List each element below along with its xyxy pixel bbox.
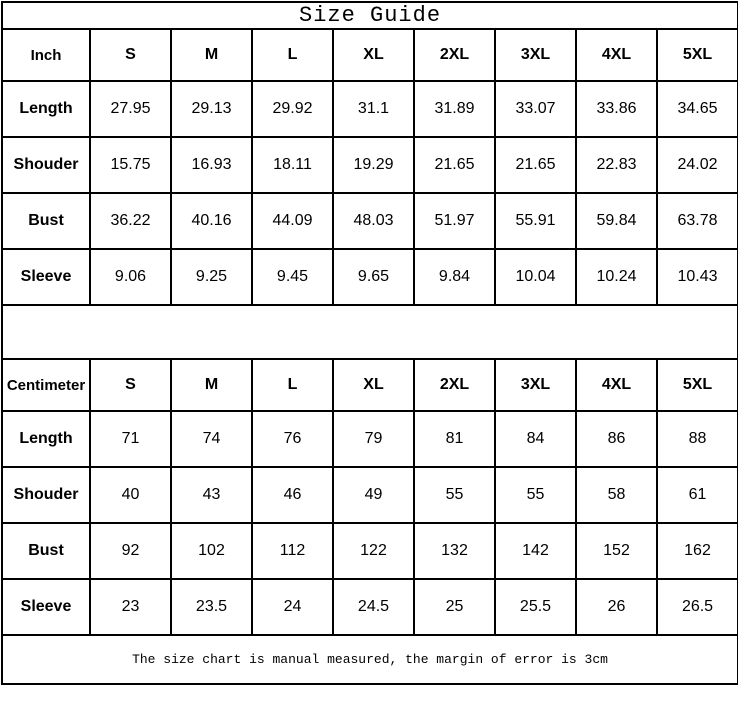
centimeter-header-row	[2, 359, 738, 411]
size-column-header-5xl: 5XL	[657, 29, 738, 81]
spacer-cell	[2, 305, 738, 359]
measurement-value-cell: 9.65	[333, 249, 414, 305]
measurement-value-cell: 122	[333, 523, 414, 579]
size-column-header-5xl: 5XL	[657, 359, 738, 411]
measurement-value-cell: 34.65	[657, 81, 738, 137]
measurement-value-cell: 36.22	[90, 193, 171, 249]
measurement-value-cell: 9.25	[171, 249, 252, 305]
measurement-value-cell: 49	[333, 467, 414, 523]
measurement-value-cell: 92	[90, 523, 171, 579]
measurement-value-cell: 33.07	[495, 81, 576, 137]
measurement-row-label: Sleeve	[2, 579, 90, 635]
measurement-row-label: Sleeve	[2, 249, 90, 305]
measurement-value-cell: 33.86	[576, 81, 657, 137]
measurement-value-cell: 9.06	[90, 249, 171, 305]
measurement-value-cell: 59.84	[576, 193, 657, 249]
measurement-value-cell: 23	[90, 579, 171, 635]
measurement-value-cell: 152	[576, 523, 657, 579]
measurement-value-cell: 40	[90, 467, 171, 523]
inch-bust-row	[2, 193, 738, 249]
inch-shouder-row	[2, 137, 738, 193]
measurement-value-cell: 26	[576, 579, 657, 635]
measurement-value-cell: 48.03	[333, 193, 414, 249]
measurement-value-cell: 21.65	[414, 137, 495, 193]
measurement-row-label: Length	[2, 81, 90, 137]
measurement-value-cell: 74	[171, 411, 252, 467]
centimeter-shouder-row	[2, 467, 738, 523]
measurement-value-cell: 9.84	[414, 249, 495, 305]
measurement-value-cell: 61	[657, 467, 738, 523]
size-column-header-3xl: 3XL	[495, 29, 576, 81]
measurement-value-cell: 10.24	[576, 249, 657, 305]
measurement-value-cell: 10.04	[495, 249, 576, 305]
measurement-value-cell: 16.93	[171, 137, 252, 193]
measurement-value-cell: 21.65	[495, 137, 576, 193]
measurement-value-cell: 84	[495, 411, 576, 467]
measurement-value-cell: 46	[252, 467, 333, 523]
size-column-header-m: M	[171, 29, 252, 81]
measurement-value-cell: 24.02	[657, 137, 738, 193]
measurement-value-cell: 29.92	[252, 81, 333, 137]
measurement-value-cell: 162	[657, 523, 738, 579]
inch-header-row	[2, 29, 738, 81]
measurement-value-cell: 29.13	[171, 81, 252, 137]
measurement-value-cell: 19.29	[333, 137, 414, 193]
inch-length-row	[2, 81, 738, 137]
measurement-value-cell: 112	[252, 523, 333, 579]
measurement-value-cell: 40.16	[171, 193, 252, 249]
footer-note: The size chart is manual measured, the margin of error is 3cm	[2, 635, 738, 684]
size-guide-table	[1, 1, 738, 685]
size-column-header-4xl: 4XL	[576, 29, 657, 81]
measurement-row-label: Shouder	[2, 467, 90, 523]
measurement-value-cell: 55	[414, 467, 495, 523]
measurement-value-cell: 10.43	[657, 249, 738, 305]
measurement-value-cell: 55.91	[495, 193, 576, 249]
measurement-row-label: Bust	[2, 193, 90, 249]
title-row	[2, 2, 738, 29]
spacer-row	[2, 305, 738, 359]
centimeter-sleeve-row	[2, 579, 738, 635]
measurement-value-cell: 88	[657, 411, 738, 467]
measurement-value-cell: 76	[252, 411, 333, 467]
size-column-header-2xl: 2XL	[414, 29, 495, 81]
size-column-header-xl: XL	[333, 359, 414, 411]
centimeter-unit-header: Centimeter	[2, 359, 90, 411]
measurement-value-cell: 23.5	[171, 579, 252, 635]
size-column-header-m: M	[171, 359, 252, 411]
measurement-value-cell: 58	[576, 467, 657, 523]
measurement-value-cell: 44.09	[252, 193, 333, 249]
footer-row	[2, 635, 738, 684]
measurement-value-cell: 132	[414, 523, 495, 579]
centimeter-length-row	[2, 411, 738, 467]
measurement-value-cell: 24	[252, 579, 333, 635]
measurement-value-cell: 27.95	[90, 81, 171, 137]
measurement-value-cell: 25.5	[495, 579, 576, 635]
measurement-row-label: Length	[2, 411, 90, 467]
size-column-header-s: S	[90, 359, 171, 411]
measurement-value-cell: 22.83	[576, 137, 657, 193]
measurement-value-cell: 81	[414, 411, 495, 467]
measurement-value-cell: 24.5	[333, 579, 414, 635]
measurement-value-cell: 31.1	[333, 81, 414, 137]
measurement-value-cell: 15.75	[90, 137, 171, 193]
inch-unit-header: Inch	[2, 29, 90, 81]
size-column-header-2xl: 2XL	[414, 359, 495, 411]
measurement-row-label: Bust	[2, 523, 90, 579]
measurement-value-cell: 31.89	[414, 81, 495, 137]
measurement-value-cell: 18.11	[252, 137, 333, 193]
measurement-value-cell: 63.78	[657, 193, 738, 249]
measurement-value-cell: 25	[414, 579, 495, 635]
measurement-value-cell: 9.45	[252, 249, 333, 305]
measurement-value-cell: 86	[576, 411, 657, 467]
inch-sleeve-row	[2, 249, 738, 305]
size-column-header-l: L	[252, 359, 333, 411]
measurement-value-cell: 26.5	[657, 579, 738, 635]
measurement-value-cell: 102	[171, 523, 252, 579]
measurement-value-cell: 51.97	[414, 193, 495, 249]
size-column-header-xl: XL	[333, 29, 414, 81]
size-column-header-l: L	[252, 29, 333, 81]
size-column-header-s: S	[90, 29, 171, 81]
measurement-row-label: Shouder	[2, 137, 90, 193]
measurement-value-cell: 43	[171, 467, 252, 523]
page-title: Size Guide	[2, 2, 738, 29]
measurement-value-cell: 71	[90, 411, 171, 467]
measurement-value-cell: 55	[495, 467, 576, 523]
measurement-value-cell: 79	[333, 411, 414, 467]
size-column-header-3xl: 3XL	[495, 359, 576, 411]
centimeter-bust-row	[2, 523, 738, 579]
measurement-value-cell: 142	[495, 523, 576, 579]
size-column-header-4xl: 4XL	[576, 359, 657, 411]
